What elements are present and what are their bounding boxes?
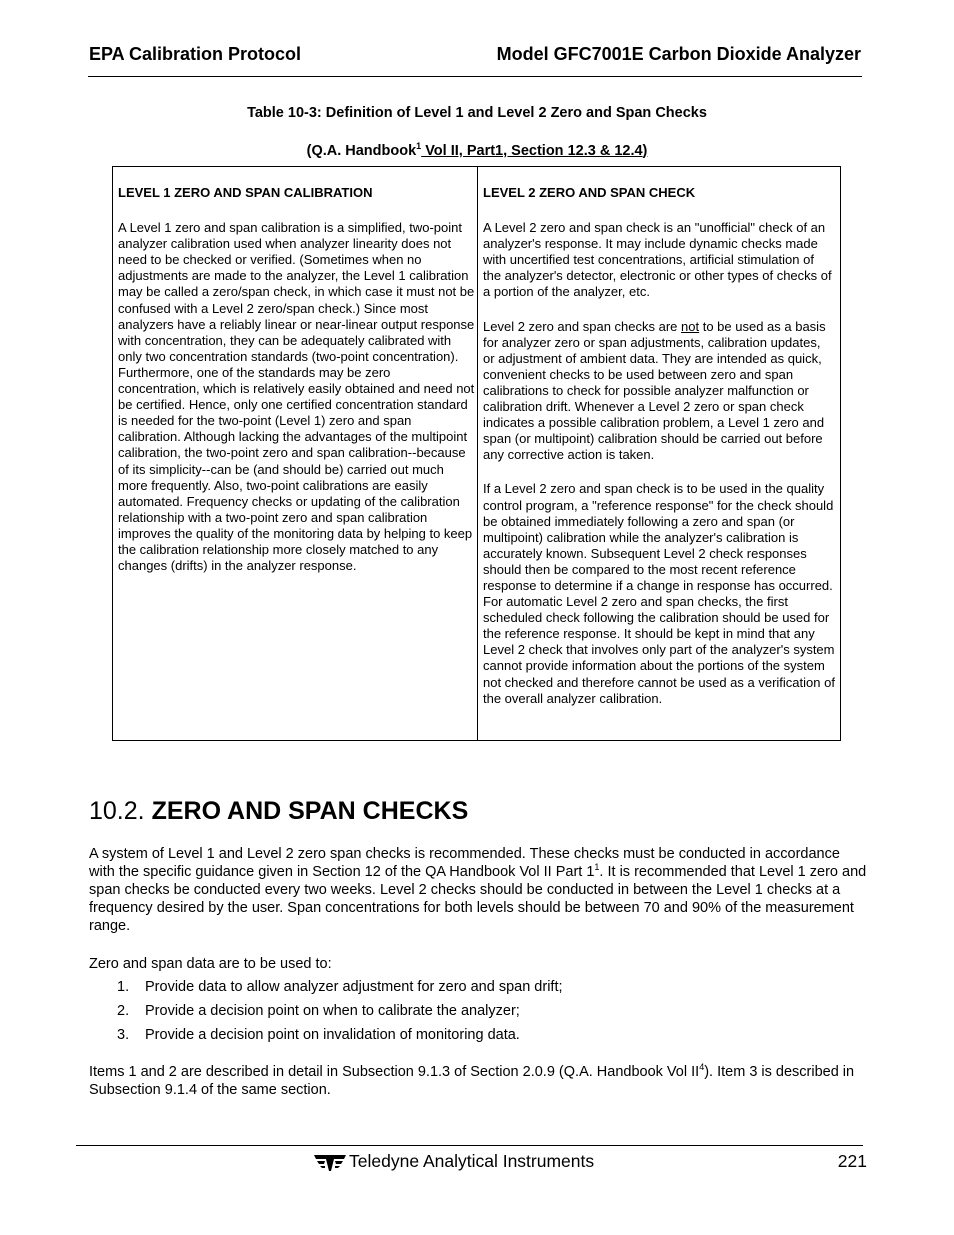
level2-heading: LEVEL 2 ZERO AND SPAN CHECK: [483, 185, 696, 200]
list-item: 1. Provide data to allow analyzer adjustment for zero and span drift;: [117, 979, 563, 995]
page-number: 221: [837, 1151, 867, 1171]
table-subtitle: (Q.A. Handbook$^1$ Vol II, Part1, Section 12.3 & 12.4): [306, 141, 648, 159]
body-paragraph-2: Zero and span data are to be used to:: [89, 956, 332, 972]
body-paragraph-1: A system of Level 1 and Level 2 zero span checks is recommended. These checks must be conducted in accordance with the specific guidance given in Section 12 of the QA Handbook Vol II Part $1^1$. It is recommended that Level 1 zero and span checks be conducted every two weeks. Level 2 checks should be conducted in between the Level 1 checks at a frequency desired by the user. Span concentrations for both levels should be between 70 and 90% of the measurement range.: [89, 846, 867, 934]
table-cell-level1: [118, 185, 475, 592]
table-column-divider: [477, 166, 478, 741]
level2-paragraph-2: Level 2 zero and span checks are not to be used as a basis for analyzer zero or span adjustments, calibration updates, or adjustment of ambient data. They are intended as quick, convenient checks to be used between zero and span calibrations to check for possible analyzer malfunction or calibration drift. Whenever a Level 2 zero or span check indicates a possible calibration problem, a Level 1 zero and span (or multipoint) calibration should be carried out before any corrective action is taken.: [483, 318, 826, 463]
level1-heading: LEVEL 1 ZERO AND SPAN CALIBRATION: [118, 185, 373, 200]
footer-rule: [76, 1145, 863, 1146]
section-heading: 10.2. ZERO AND SPAN CHECKS: [89, 797, 469, 825]
list-item: 3. Provide a decision point on invalidation of monitoring data.: [117, 1027, 520, 1043]
footer-company: Teledyne Analytical Instruments: [349, 1151, 595, 1171]
body-paragraph-3: Items 1 and 2 are described in detail in Subsection 9.1.3 of Section 2.0.9 (Q.A. Handbook Vol $II^4$). Item 3 is described in Subsection 9.1.4 of the same section.: [89, 1062, 855, 1098]
teledyne-logo-icon: [313, 1152, 347, 1172]
table-title: Table 10-3: Definition of Level 1 and Level 2 Zero and Span Checks: [247, 105, 707, 121]
level1-text: A Level 1 zero and span calibration is a simplified, two-point analyzer calibration used when analyzer linearity does not need to be checked or verified. (Sometimes when no adjustments are made to the analyzer, the Level 1 calibration may be called a zero/span check, in which case it must not be confused with a Level 2 zero/span check.) Since most analyzers have a reliably linear or near-linear output response with concentration, they can be adequately calibrated with only two concentration standards (two-point concentration). Furthermore, one of the standards may be zero concentration, which is relatively easily obtained and need not be certified. Hence, only one certified concentration standard is needed for the two-point (Level 1) zero and span calibration. Although lacking the advantages of the multipoint calibration, the two-point zero and span calibration--because of its simplicity--can be (and should be) carried out much more frequently. Also, two-point calibrations are easily automated. Frequency checks or updating of the calibration relationship with a two-point zero and span calibration improves the quality of the monitoring data by helping to keep the calibration relationship more closely matched to any changes (drifts) in the analyzer response.: [118, 220, 475, 574]
header-left-title: EPA Calibration Protocol: [89, 44, 302, 64]
header-right-title: Model GFC7001E Carbon Dioxide Analyzer: [496, 44, 861, 64]
table-cell-level2: [483, 185, 835, 725]
header-rule: [88, 76, 862, 77]
usage-list: [117, 978, 817, 1050]
level2-paragraph-3: If a Level 2 zero and span check is to be used in the quality control program, a "reference response" for the check should be obtained immediately following a zero and span (or multipoint) calibration while the analyzer's calibration is accurately known. Subsequent Level 2 check responses should then be compared to the most recent reference response to determine if a change in response has occurred. For automatic Level 2 zero and span checks, the first scheduled check following the calibration should be used for the reference response. It should be kept in mind that any Level 2 check that involves only part of the analyzer's system cannot provide information about the portions of the system not checked and therefore cannot be used as a verification of the overall analyzer calibration.: [483, 481, 835, 706]
list-item: 2. Provide a decision point on when to calibrate the analyzer;: [117, 1003, 520, 1019]
level2-paragraph-1: A Level 2 zero and span check is an "unofficial" check of an analyzer's response. It may include dynamic checks made with uncertified test concentrations, artificial stimulation of the analyzer's detector, electronic or other types of checks of a portion of the analyzer, etc.: [483, 220, 832, 300]
